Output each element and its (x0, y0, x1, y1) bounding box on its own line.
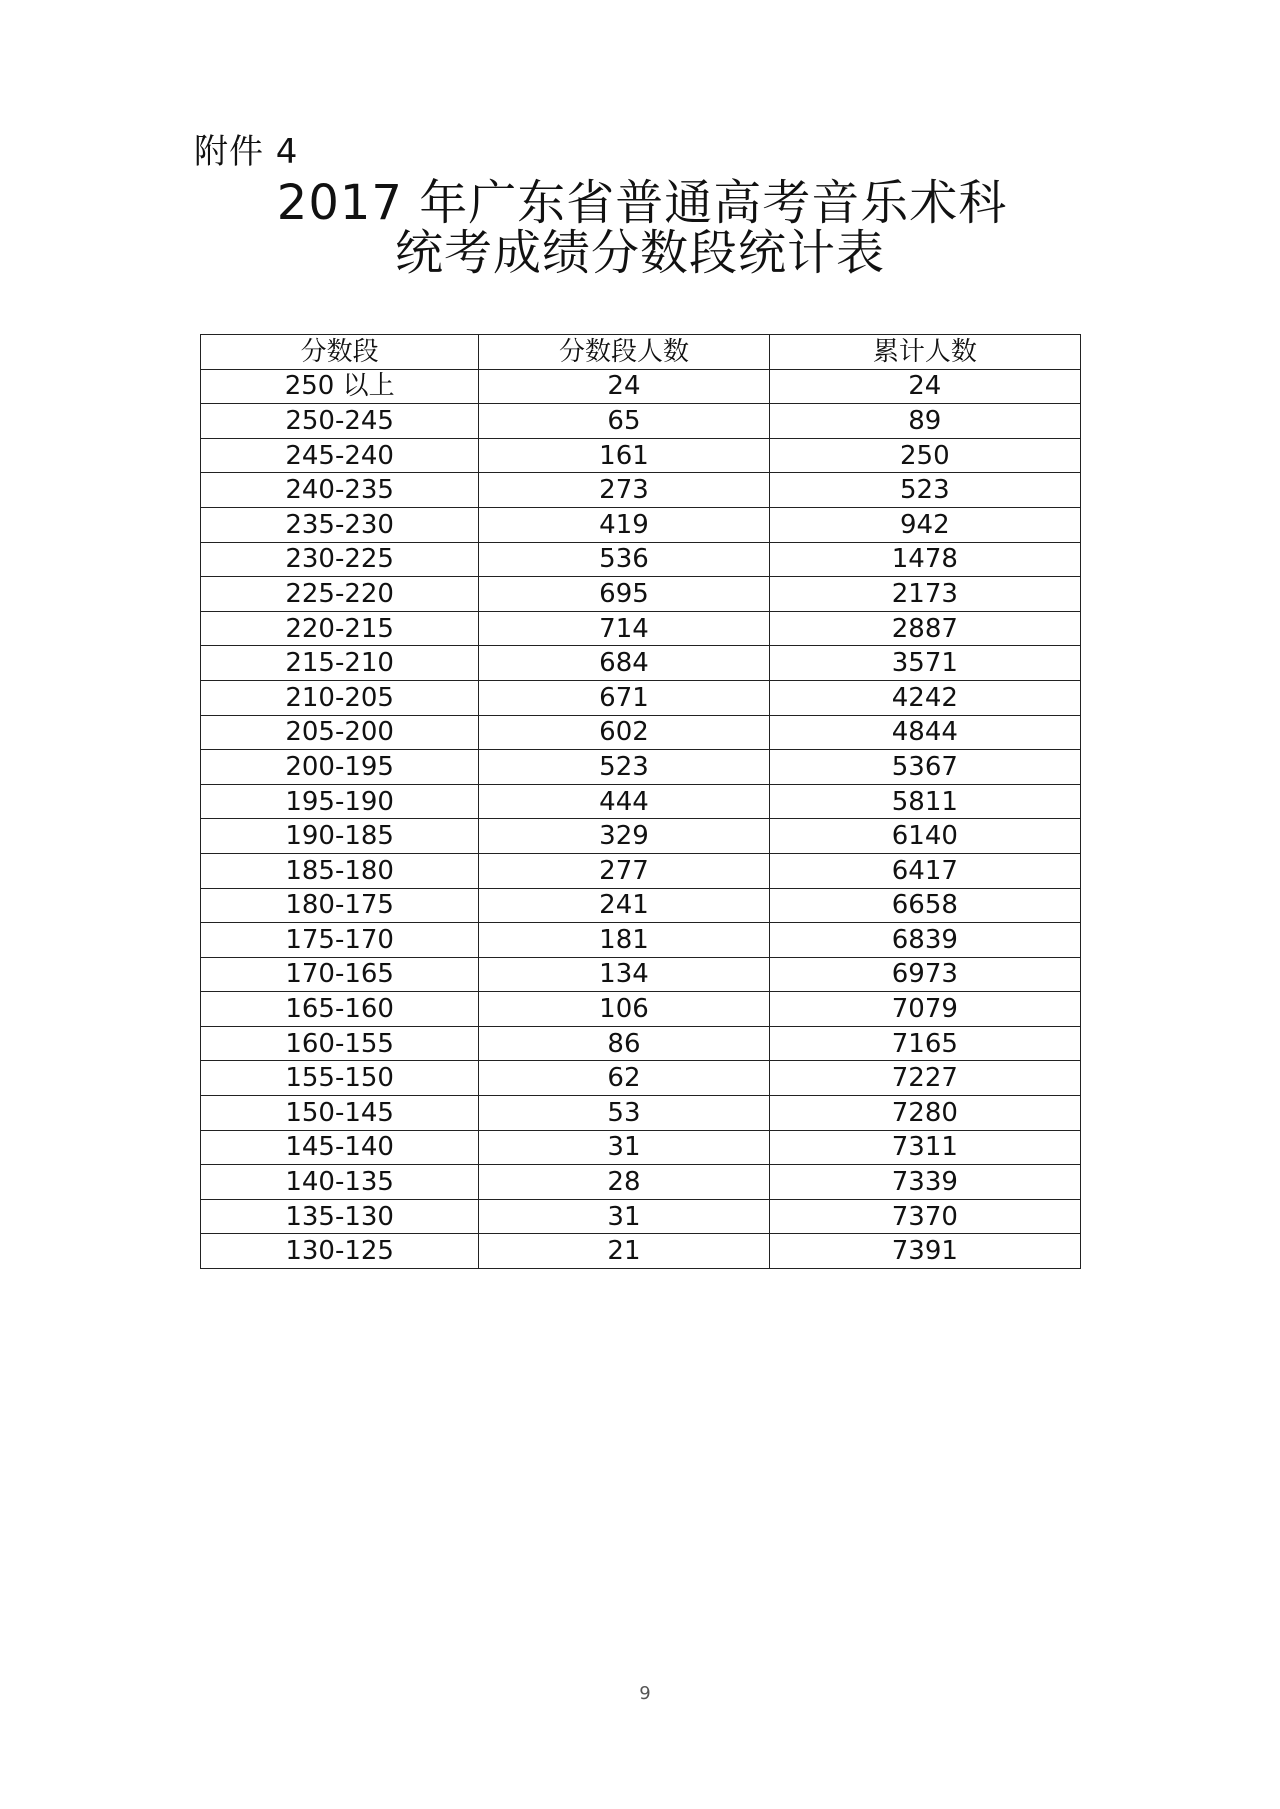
table-row (201, 646, 1081, 681)
table-body (201, 369, 1081, 1268)
score-range-cell: 195-190 (201, 784, 479, 819)
cumulative-count-cell: 4242 (769, 680, 1080, 715)
table-row (201, 1234, 1081, 1269)
table-row (201, 1096, 1081, 1131)
score-range-cell: 170-165 (201, 957, 479, 992)
table-row (201, 1061, 1081, 1096)
table-row (201, 1026, 1081, 1061)
score-range-cell: 145-140 (201, 1130, 479, 1165)
table-row (201, 819, 1081, 854)
table-row (201, 577, 1081, 612)
cumulative-count-cell: 5811 (769, 784, 1080, 819)
band-count-cell: 21 (479, 1234, 769, 1269)
cumulative-count-cell: 2887 (769, 611, 1080, 646)
cumulative-count-cell: 7079 (769, 992, 1080, 1027)
table-row (201, 1165, 1081, 1200)
score-range-cell: 155-150 (201, 1061, 479, 1096)
table-row (201, 853, 1081, 888)
cumulative-count-cell: 89 (769, 404, 1080, 439)
score-statistics-table (200, 334, 1081, 1269)
band-count-cell: 106 (479, 992, 769, 1027)
cumulative-count-cell: 2173 (769, 577, 1080, 612)
score-range-cell: 235-230 (201, 507, 479, 542)
band-count-cell: 419 (479, 507, 769, 542)
table-row (201, 957, 1081, 992)
cumulative-count-cell: 7227 (769, 1061, 1080, 1096)
table-row (201, 992, 1081, 1027)
score-range-cell: 240-235 (201, 473, 479, 508)
band-count-cell: 523 (479, 750, 769, 785)
band-count-cell: 277 (479, 853, 769, 888)
score-range-cell: 250-245 (201, 404, 479, 439)
table-header-row (201, 335, 1081, 370)
score-range-cell: 210-205 (201, 680, 479, 715)
band-count-cell: 714 (479, 611, 769, 646)
cumulative-count-cell: 523 (769, 473, 1080, 508)
band-count-cell: 31 (479, 1199, 769, 1234)
table-row (201, 1130, 1081, 1165)
table-row (201, 715, 1081, 750)
score-range-cell: 160-155 (201, 1026, 479, 1061)
cumulative-count-cell: 7165 (769, 1026, 1080, 1061)
score-range-cell: 225-220 (201, 577, 479, 612)
score-range-cell: 220-215 (201, 611, 479, 646)
cumulative-count-cell: 7391 (769, 1234, 1080, 1269)
score-range-cell: 245-240 (201, 438, 479, 473)
band-count-cell: 671 (479, 680, 769, 715)
band-count-cell: 161 (479, 438, 769, 473)
header-band-count: 分数段人数 (479, 335, 769, 370)
score-range-cell: 185-180 (201, 853, 479, 888)
cumulative-count-cell: 7339 (769, 1165, 1080, 1200)
table-row (201, 888, 1081, 923)
table-header (201, 335, 1081, 370)
band-count-cell: 602 (479, 715, 769, 750)
band-count-cell: 273 (479, 473, 769, 508)
table-row (201, 784, 1081, 819)
table-row (201, 507, 1081, 542)
table-row (201, 438, 1081, 473)
cumulative-count-cell: 942 (769, 507, 1080, 542)
document-title-line-1: 2017 年广东省普通高考音乐术科 (276, 175, 1008, 231)
score-range-cell: 135-130 (201, 1199, 479, 1234)
score-range-cell: 150-145 (201, 1096, 479, 1131)
table-row (201, 369, 1081, 404)
cumulative-count-cell: 6417 (769, 853, 1080, 888)
cumulative-count-cell: 6839 (769, 923, 1080, 958)
score-range-cell: 200-195 (201, 750, 479, 785)
cumulative-count-cell: 7370 (769, 1199, 1080, 1234)
band-count-cell: 86 (479, 1026, 769, 1061)
band-count-cell: 444 (479, 784, 769, 819)
score-range-cell: 165-160 (201, 992, 479, 1027)
band-count-cell: 684 (479, 646, 769, 681)
table-row (201, 680, 1081, 715)
table-row (201, 542, 1081, 577)
band-count-cell: 134 (479, 957, 769, 992)
score-range-cell: 190-185 (201, 819, 479, 854)
band-count-cell: 241 (479, 888, 769, 923)
cumulative-count-cell: 6658 (769, 888, 1080, 923)
score-range-cell: 250 以上 (201, 369, 479, 404)
band-count-cell: 65 (479, 404, 769, 439)
score-range-cell: 230-225 (201, 542, 479, 577)
score-range-cell: 130-125 (201, 1234, 479, 1269)
band-count-cell: 31 (479, 1130, 769, 1165)
attachment-label: 附件 4 (194, 132, 299, 172)
table-row (201, 923, 1081, 958)
header-cumulative-count: 累计人数 (769, 335, 1080, 370)
page-number: 9 (639, 1683, 651, 1704)
cumulative-count-cell: 250 (769, 438, 1080, 473)
band-count-cell: 28 (479, 1165, 769, 1200)
score-range-cell: 140-135 (201, 1165, 479, 1200)
cumulative-count-cell: 24 (769, 369, 1080, 404)
band-count-cell: 24 (479, 369, 769, 404)
score-range-cell: 215-210 (201, 646, 479, 681)
cumulative-count-cell: 7311 (769, 1130, 1080, 1165)
table-row (201, 1199, 1081, 1234)
cumulative-count-cell: 7280 (769, 1096, 1080, 1131)
table-row (201, 750, 1081, 785)
band-count-cell: 329 (479, 819, 769, 854)
score-range-cell: 180-175 (201, 888, 479, 923)
cumulative-count-cell: 6140 (769, 819, 1080, 854)
table-row (201, 404, 1081, 439)
band-count-cell: 695 (479, 577, 769, 612)
band-count-cell: 536 (479, 542, 769, 577)
score-range-cell: 205-200 (201, 715, 479, 750)
cumulative-count-cell: 4844 (769, 715, 1080, 750)
cumulative-count-cell: 3571 (769, 646, 1080, 681)
header-score-range: 分数段 (201, 335, 479, 370)
table-row (201, 473, 1081, 508)
cumulative-count-cell: 5367 (769, 750, 1080, 785)
band-count-cell: 62 (479, 1061, 769, 1096)
table-row (201, 611, 1081, 646)
band-count-cell: 53 (479, 1096, 769, 1131)
score-range-cell: 175-170 (201, 923, 479, 958)
cumulative-count-cell: 1478 (769, 542, 1080, 577)
cumulative-count-cell: 6973 (769, 957, 1080, 992)
band-count-cell: 181 (479, 923, 769, 958)
document-title-line-2: 统考成绩分数段统计表 (394, 225, 885, 281)
